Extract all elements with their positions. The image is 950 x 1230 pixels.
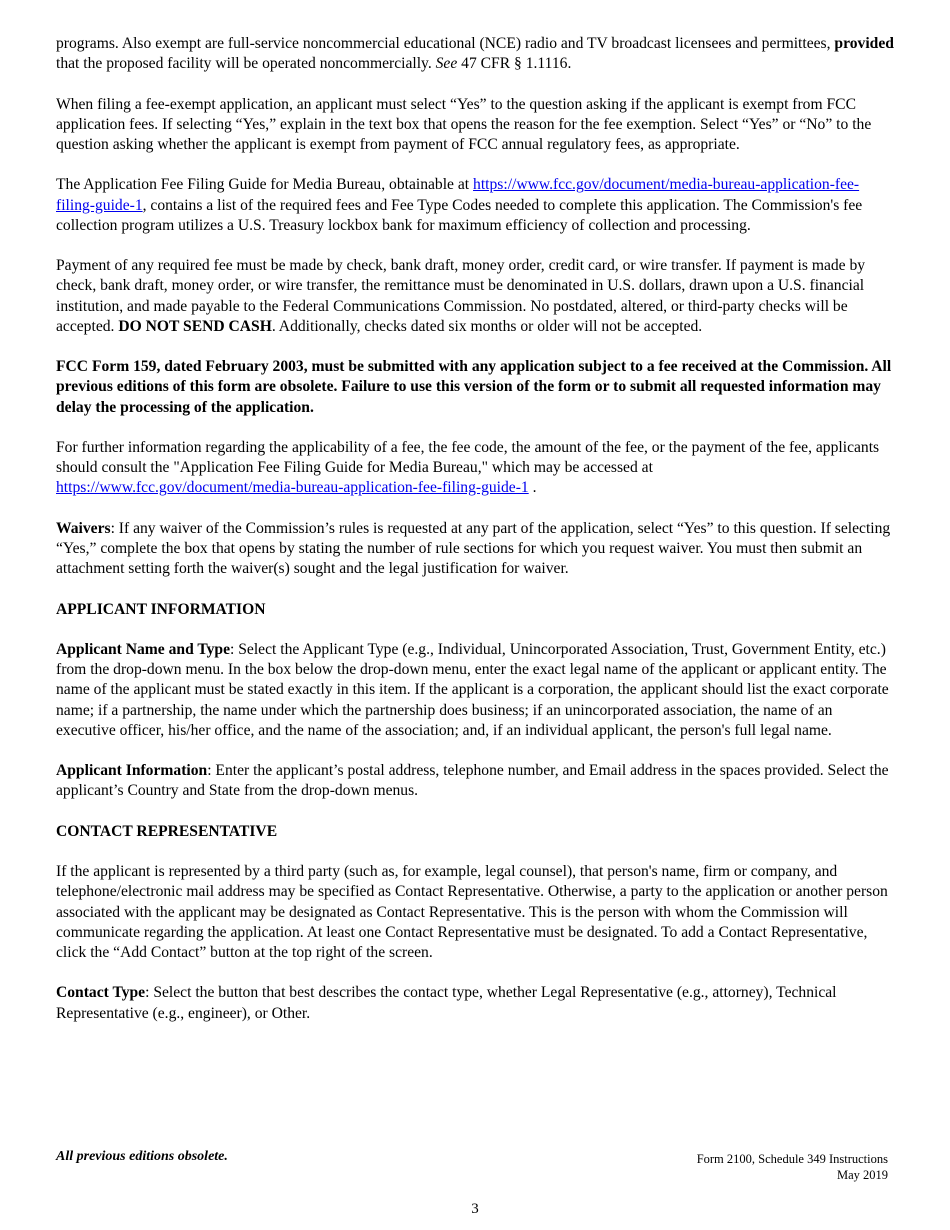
paragraph-form-159-notice: FCC Form 159, dated February 2003, must be submitted with any application subject to a fee received at the Commission. All previous editions of this form are obsolete. Failure to use this version of the form or to submit all requested information may delay the processing of the application. (56, 358, 892, 416)
paragraph-applicant-name-type: Applicant Name and Type: Select the Applicant Type (e.g., Individual, Unincorporated Association, Trust, Government Entity, etc.) from the drop-down menu. In the box below the drop-down menu, enter the exact legal name of the applicant or applicant entity. The name of the applicant must be stated exactly in this item. If the applicant is a corporation, the applicant should list the exact corporate name; if a partnership, the name under which the partnership does business; if an unincorporated association, the name of an executive officer, his/her office, and the name of the association; and, if an individual applicant, the person's full legal name. (56, 640, 889, 739)
paragraph-fee-exempt-filing: When filing a fee-exempt application, an applicant must select “Yes” to the question asking if the applicant is exempt from FCC application fees. If selecting “Yes,” explain in the text box that opens the reason for the fee exemption. Select “Yes” or “No” to the question asking whether the applicant is exempt from payment of FCC annual regulatory fees, as appropriate. (56, 95, 872, 153)
section-heading-contact-representative: CONTACT REPRESENTATIVE (56, 822, 278, 840)
paragraph-contact-representative: If the applicant is represented by a third party (such as, for example, legal counsel), that person's name, firm or company, and telephone/electronic mail address may be specified as Contact Representative. Otherwise, a party to the application or another person associated with the applicant may be designated as Contact Representative. This is the person with whom the Commission will communicate regarding the application. At least one Contact Representative must be designated. To add a Contact Representative, click the “Add Contact” button at the top right of the screen. (56, 863, 888, 961)
document-body (56, 34, 896, 1044)
paragraph-contact-type: Contact Type: Select the button that best describes the contact type, whether Legal Representative (e.g., attorney), Technical Representative (e.g., engineer), or Other. (56, 984, 837, 1022)
section-heading-applicant-information: APPLICANT INFORMATION (56, 600, 266, 618)
fee-guide-link-2[interactable]: https://www.fcc.gov/document/media-bureau-application-fee-filing-guide-1 (56, 479, 529, 497)
paragraph-fee-filing-guide: The Application Fee Filing Guide for Media Bureau, obtainable at https://www.fcc.gov/document/media-bureau-application-fee-filing-guide-1, contains a list of the required fees and Fee Type Codes needed to complete this application. The Commission's fee collection program utilizes a U.S. Treasury lockbox bank for maximum efficiency of collection and processing. (56, 176, 863, 234)
paragraph-exempt-licensees: programs. Also exempt are full-service noncommercial educational (NCE) radio and TV broadcast licensees and permittees, provided that the proposed facility will be operated noncommercially. See 47 CFR § 1.1116. (56, 35, 894, 73)
footer-form-info (697, 1151, 888, 1183)
paragraph-payment: Payment of any required fee must be made by check, bank draft, money order, credit card, or wire transfer. If payment is made by check, bank draft, money order, or wire transfer, the remittance must be denominated in U.S. dollars, drawn upon a U.S. financial institution, and made payable to the Federal Communications Commission. No postdated, altered, or third-party checks will be accepted. DO NOT SEND CASH. Additionally, checks dated six months or older will not be accepted. (56, 257, 866, 335)
footer-form-name: Form 2100, Schedule 349 Instructions (696, 1152, 888, 1166)
fee-guide-link[interactable]: https://www.fcc.gov/document/media-bureau-application-fee-filing-guide-1 (56, 176, 860, 214)
footer-obsolete-notice: All previous editions obsolete. (56, 1149, 228, 1164)
paragraph-applicant-information: Applicant Information: Enter the applicant’s postal address, telephone number, and Email address in the spaces provided. Select the applicant’s Country and State from the drop-down menus. (56, 762, 889, 800)
paragraph-further-information: For further information regarding the applicability of a fee, the fee code, the amount of the fee, or the payment of the fee, applicants should consult the "Application Fee Filing Guide for Media Bureau," which may be accessed at https://www.fcc.gov/document/media-bureau-application-fee-filing-guide-1 . (56, 438, 880, 497)
paragraph-waivers: Waivers: If any waiver of the Commission’s rules is requested at any part of the application, select “Yes” to this question. If selecting “Yes,” complete the box that opens by stating the number of rule sections for which you request waiver. You must then submit an attachment setting forth the waiver(s) sought and the legal justification for waiver. (56, 519, 891, 578)
page-number: 3 (471, 1201, 479, 1217)
footer-form-date: May 2019 (836, 1168, 888, 1182)
